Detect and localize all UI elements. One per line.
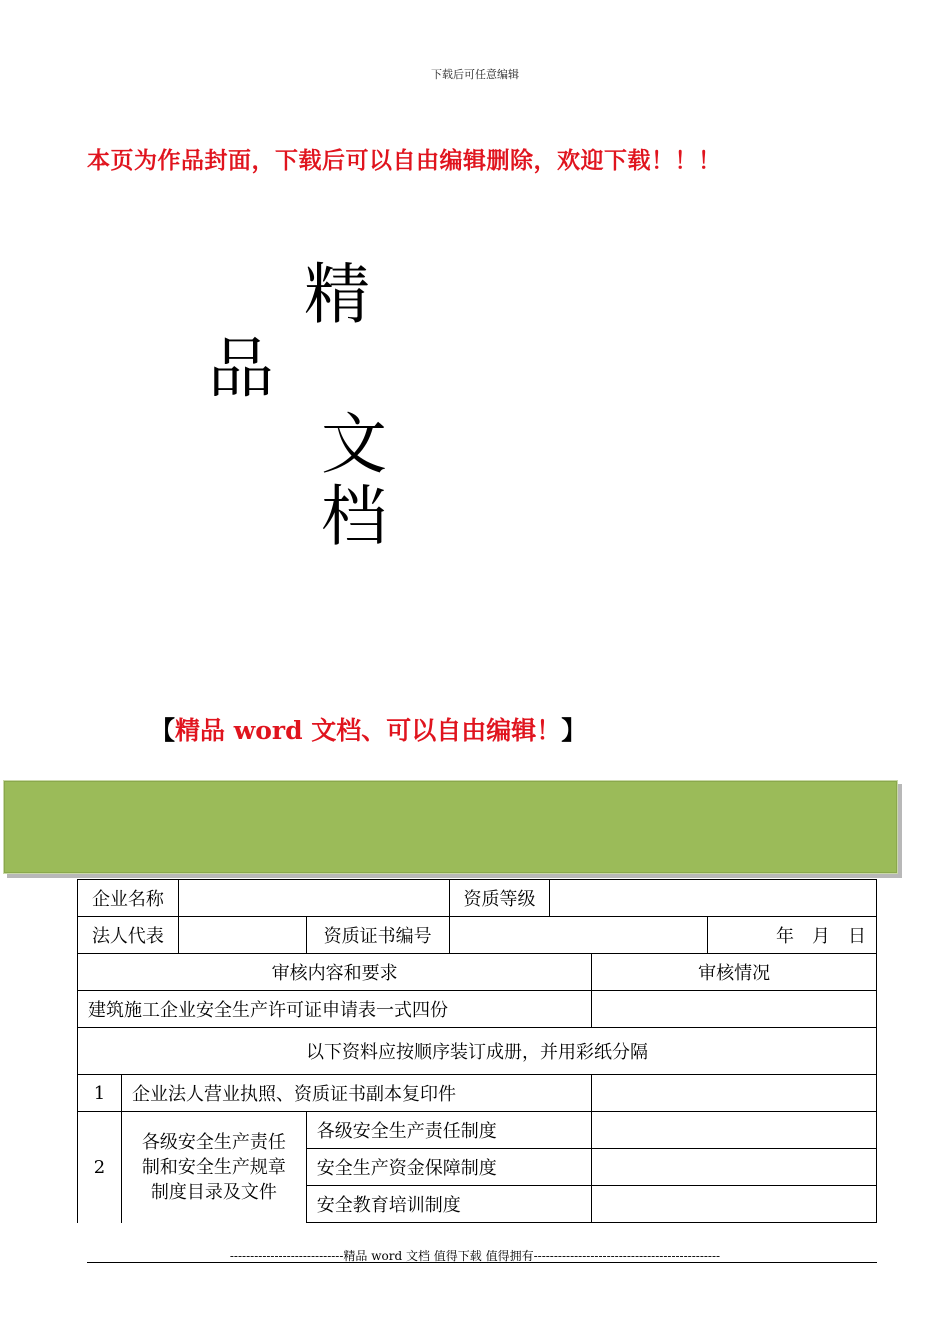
- table-row: [78, 1028, 877, 1075]
- date-field[interactable]: 年 月 日: [708, 917, 877, 954]
- sub-item-status[interactable]: [592, 1149, 877, 1186]
- application-form-item: 建筑施工企业安全生产许可证申请表一式四份: [78, 991, 592, 1028]
- item-number: 2: [78, 1112, 122, 1223]
- table-row: [78, 1112, 877, 1149]
- tagline-close-bracket: 】: [561, 716, 587, 745]
- item-status[interactable]: [592, 1075, 877, 1112]
- binding-instruction: 以下资料应按顺序装订成册，并用彩纸分隔: [78, 1028, 877, 1075]
- table-row: [78, 917, 877, 954]
- application-form-status[interactable]: [592, 991, 877, 1028]
- sub-item-text: 安全教育培训制度: [306, 1186, 592, 1223]
- label-legal-representative: 法人代表: [78, 917, 179, 954]
- header-review-status: 审核情况: [592, 954, 877, 991]
- table-header-row: [78, 954, 877, 991]
- sub-item-status[interactable]: [592, 1112, 877, 1149]
- table-row: [78, 991, 877, 1028]
- tagline-open-bracket: 【: [150, 716, 176, 745]
- label-certificate-number: 资质证书编号: [306, 917, 449, 954]
- legal-representative-field[interactable]: [178, 917, 306, 954]
- cover-notice: 本页为作品封面，下载后可以自由编辑删除，欢迎下载！！！: [87, 147, 722, 174]
- page-footer: ----------------------------精品 word 文档 值得下载 值得拥有----------------------------------------------: [229, 1249, 721, 1263]
- certificate-number-field[interactable]: [449, 917, 708, 954]
- item-number: 1: [78, 1075, 122, 1112]
- table-row: [78, 880, 877, 917]
- company-name-field[interactable]: [178, 880, 449, 917]
- cover-title-char-dang: 档: [321, 478, 387, 555]
- sub-item-text: 安全生产资金保障制度: [306, 1149, 592, 1186]
- sub-item-status[interactable]: [592, 1186, 877, 1223]
- qualification-level-field[interactable]: [550, 880, 877, 917]
- label-qualification-level: 资质等级: [449, 880, 550, 917]
- header-review-content: 审核内容和要求: [78, 954, 592, 991]
- page-header: 下载后可任意编辑: [431, 68, 519, 81]
- tagline: [150, 711, 586, 747]
- review-form-table: [77, 879, 877, 1223]
- cover-title-char-pin: 品: [208, 330, 274, 407]
- sub-item-text: 各级安全生产责任制度: [306, 1112, 592, 1149]
- cover-title-char-jing: 精: [304, 256, 370, 333]
- green-banner: [3, 780, 898, 874]
- item-text: 企业法人营业执照、资质证书副本复印件: [121, 1075, 591, 1112]
- cover-title-char-wen: 文: [321, 406, 387, 483]
- item-group-text: 各级安全生产责任制和安全生产规章制度目录及文件: [121, 1112, 306, 1223]
- tagline-text: 精品 word 文档、可以自由编辑！: [175, 716, 562, 745]
- table-row: [78, 1075, 877, 1112]
- label-company-name: 企业名称: [78, 880, 179, 917]
- footer-divider: [87, 1262, 877, 1263]
